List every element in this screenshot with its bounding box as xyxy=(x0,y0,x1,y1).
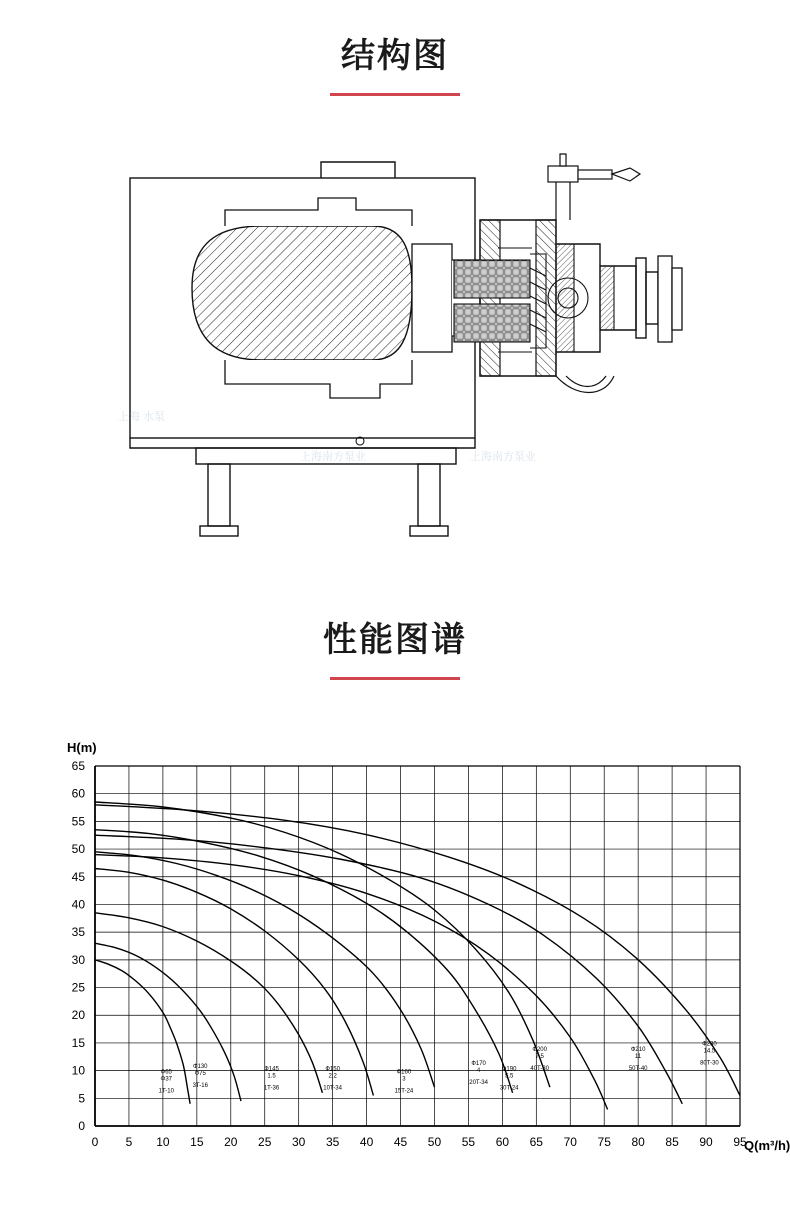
y-tick-label: 20 xyxy=(71,1008,85,1023)
y-tick-label: 15 xyxy=(71,1035,85,1050)
annotation-label: 5.5 xyxy=(504,1073,514,1080)
x-tick-label: 55 xyxy=(461,1135,476,1149)
annotation-sublabel: 50T-40 xyxy=(628,1066,648,1073)
annotation-label: 3 xyxy=(402,1076,406,1083)
annotation-label: 1.5 xyxy=(267,1073,276,1080)
curve-annotation xyxy=(395,1069,414,1094)
x-tick-label: 50 xyxy=(427,1135,442,1149)
annotation-label: 7.5 xyxy=(535,1054,544,1061)
x-tick-label: 35 xyxy=(325,1135,340,1149)
performance-title: 性能图谱 xyxy=(323,621,467,659)
curve-annotation xyxy=(469,1061,488,1086)
curve-annotation xyxy=(629,1047,648,1072)
annotation-label: Ф65 xyxy=(160,1069,172,1076)
curve-1T-10 xyxy=(95,960,190,1104)
y-axis-label: H(m) xyxy=(67,740,97,755)
watermark: 上海南方泵业 xyxy=(470,451,536,463)
x-tick-label: 95 xyxy=(733,1135,747,1149)
annotation-sublabel: 15T-24 xyxy=(394,1088,414,1095)
structure-drawing xyxy=(0,148,790,568)
structure-section xyxy=(0,28,790,568)
x-tick-label: 70 xyxy=(563,1135,577,1149)
annotation-label: Ф230 xyxy=(702,1041,717,1048)
annotation-label: Ф75 xyxy=(194,1070,206,1077)
watermark: 上海南方泵业 xyxy=(300,451,366,463)
curve-annotation xyxy=(323,1067,342,1092)
x-tick-label: 90 xyxy=(699,1135,713,1149)
annotation-label: Φ37 xyxy=(160,1076,173,1083)
y-tick-label: 45 xyxy=(71,869,85,884)
annotation-sublabel: 10T-34 xyxy=(323,1085,342,1092)
curve-annotation xyxy=(193,1064,209,1089)
y-tick-label: 35 xyxy=(71,925,85,940)
x-tick-label: 5 xyxy=(125,1135,133,1149)
annotation-sublabel: 3T-16 xyxy=(192,1082,208,1089)
y-tick-label: 55 xyxy=(71,814,85,829)
performance-section xyxy=(0,612,790,1186)
chart-annotations xyxy=(159,1042,720,1095)
y-tick-label: 30 xyxy=(71,952,85,967)
y-tick-label: 0 xyxy=(78,1119,85,1133)
x-tick-label: 25 xyxy=(258,1135,272,1149)
performance-chart xyxy=(0,726,790,1186)
annotation-label: Ф145 xyxy=(264,1066,279,1073)
annotation-label: 14.5 xyxy=(703,1048,716,1055)
x-tick-label: 80 xyxy=(631,1135,645,1149)
y-tick-label: 40 xyxy=(71,897,85,912)
x-tick-label: 15 xyxy=(190,1135,204,1149)
x-tick-label: 65 xyxy=(529,1135,543,1149)
curve-20T-34 xyxy=(95,830,513,1093)
x-tick-label: 60 xyxy=(495,1135,510,1149)
curve-annotation xyxy=(159,1069,175,1094)
curve-annotation xyxy=(264,1067,280,1092)
annotation-label: Ф170 xyxy=(471,1061,486,1068)
x-tick-label: 40 xyxy=(359,1135,374,1149)
performance-title-rule xyxy=(330,677,460,680)
annotation-label: Ф150 xyxy=(325,1066,340,1073)
x-tick-label: 30 xyxy=(292,1135,306,1149)
annotation-sublabel: 80T-30 xyxy=(700,1060,719,1067)
y-tick-label: 60 xyxy=(71,786,85,801)
watermark: 上海 水泵 xyxy=(118,411,166,423)
annotation-label: Ф210 xyxy=(630,1047,646,1054)
x-tick-label: 85 xyxy=(665,1135,679,1149)
annotation-sublabel: 1T-36 xyxy=(263,1085,280,1092)
structure-title-rule xyxy=(330,93,460,96)
y-tick-label: 10 xyxy=(71,1063,85,1078)
annotation-label: Ф130 xyxy=(192,1063,208,1070)
x-tick-label: 0 xyxy=(91,1135,99,1149)
annotation-label: 11 xyxy=(635,1054,642,1061)
x-tick-label: 10 xyxy=(156,1135,170,1149)
annotation-label: Ф160 xyxy=(396,1069,412,1076)
x-tick-label: 20 xyxy=(224,1135,238,1149)
annotation-label: 2.2 xyxy=(328,1073,337,1080)
y-tick-label: 5 xyxy=(78,1091,85,1106)
chart-curves xyxy=(95,802,740,1109)
annotation-label: Ф200 xyxy=(532,1047,547,1054)
x-tick-label: 75 xyxy=(597,1135,611,1149)
x-axis-label: Q(m³/h) xyxy=(744,1138,790,1153)
curve-annotation xyxy=(530,1047,549,1072)
annotation-sublabel: 1T-10 xyxy=(158,1088,174,1095)
annotation-label: 4 xyxy=(476,1068,481,1075)
annotation-sublabel: 40T-30 xyxy=(530,1066,550,1073)
annotation-sublabel: 20T-34 xyxy=(469,1080,488,1087)
y-tick-label: 50 xyxy=(71,842,85,857)
structure-title: 结构图 xyxy=(341,37,449,75)
y-tick-label: 25 xyxy=(71,980,85,995)
annotation-label: Ф190 xyxy=(501,1066,517,1073)
y-tick-label: 65 xyxy=(71,759,85,773)
x-tick-label: 45 xyxy=(393,1135,408,1149)
curve-annotation xyxy=(700,1042,719,1067)
annotation-sublabel: 30T-24 xyxy=(499,1085,519,1092)
